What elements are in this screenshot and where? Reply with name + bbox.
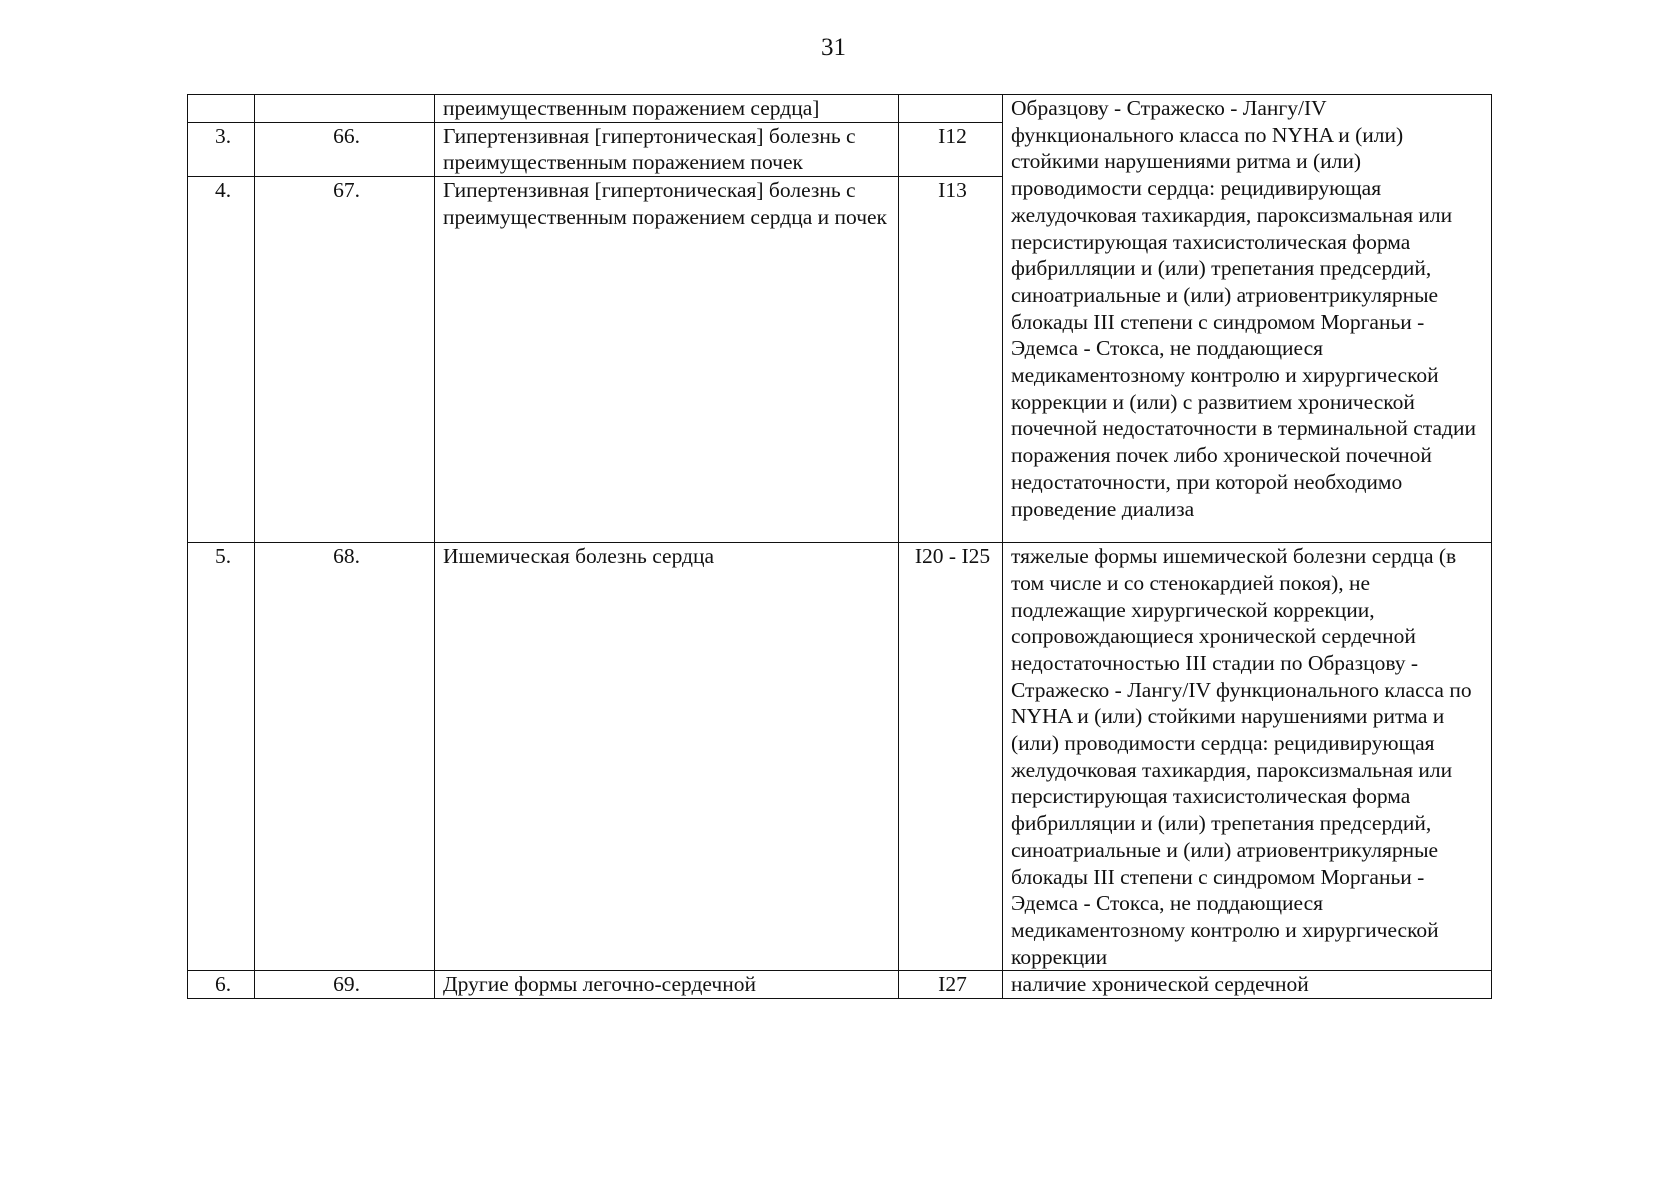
disease-name-cell: Другие формы легочно-сердечной bbox=[435, 971, 899, 999]
page-number: 31 bbox=[821, 34, 846, 61]
icd-code-cell: I20 - I25 bbox=[899, 543, 1003, 971]
table-row bbox=[188, 95, 1492, 123]
item-code-cell bbox=[255, 95, 435, 123]
item-code-cell: 66. bbox=[255, 122, 435, 176]
icd-code-cell bbox=[899, 95, 1003, 123]
criteria-cell: наличие хронической сердечной bbox=[1003, 971, 1492, 999]
icd-code-cell: I13 bbox=[899, 177, 1003, 543]
disease-name-cell: Гипертензивная [гипертоническая] болезнь с преимущественным поражением сердца и почек bbox=[435, 177, 899, 543]
criteria-cell: тяжелые формы ишемической болезни сердца (в том числе и со стенокардией покоя), не подлежащие хирургической коррекции, сопровождающиеся хронической сердечной недостаточностью III стадии по Образцову - Стражеско - Лангу/IV функционального класса по NYHA и (или) стойкими нарушениями ритма и (или) проводимости сердца: рецидивирующая желудочковая тахикардия, пароксизмальная или персистирующая тахисистолическая форма фибрилляции и (или) трепетания предсердий, синоатриальные и (или) атриовентрикулярные блокады III степени с синдромом Морганьи - Эдемса - Стокса, не поддающиеся медикаментозному контролю и хирургической коррекции bbox=[1003, 543, 1492, 971]
disease-name-cell: Ишемическая болезнь сердца bbox=[435, 543, 899, 971]
item-code-cell: 69. bbox=[255, 971, 435, 999]
row-number-cell: 3. bbox=[188, 122, 255, 176]
disease-table bbox=[187, 94, 1492, 999]
row-number-cell: 6. bbox=[188, 971, 255, 999]
disease-name-cell: преимущественным поражением сердца] bbox=[435, 95, 899, 123]
row-number-cell: 5. bbox=[188, 543, 255, 971]
table-row bbox=[188, 543, 1492, 971]
icd-code-cell: I12 bbox=[899, 122, 1003, 176]
item-code-cell: 67. bbox=[255, 177, 435, 543]
row-number-cell: 4. bbox=[188, 177, 255, 543]
disease-name-cell: Гипертензивная [гипертоническая] болезнь с преимущественным поражением почек bbox=[435, 122, 899, 176]
table-row bbox=[188, 971, 1492, 999]
criteria-cell: Образцову - Стражеско - Лангу/IV функционального класса по NYHA и (или) стойкими нарушениями ритма и (или) проводимости сердца: рецидивирующая желудочковая тахикардия, пароксизмальная или персистирующая тахисистолическая форма фибрилляции и (или) трепетания предсердий, синоатриальные и (или) атриовентрикулярные блокады III степени с синдромом Морганьи - Эдемса - Стокса, не поддающиеся медикаментозному контролю и хирургической коррекции и (или) с развитием хронической почечной недостаточности в терминальной стадии поражения почек либо хронической почечной недостаточности, при которой необходимо проведение диализа bbox=[1003, 95, 1492, 543]
icd-code-cell: I27 bbox=[899, 971, 1003, 999]
item-code-cell: 68. bbox=[255, 543, 435, 971]
row-number-cell bbox=[188, 95, 255, 123]
